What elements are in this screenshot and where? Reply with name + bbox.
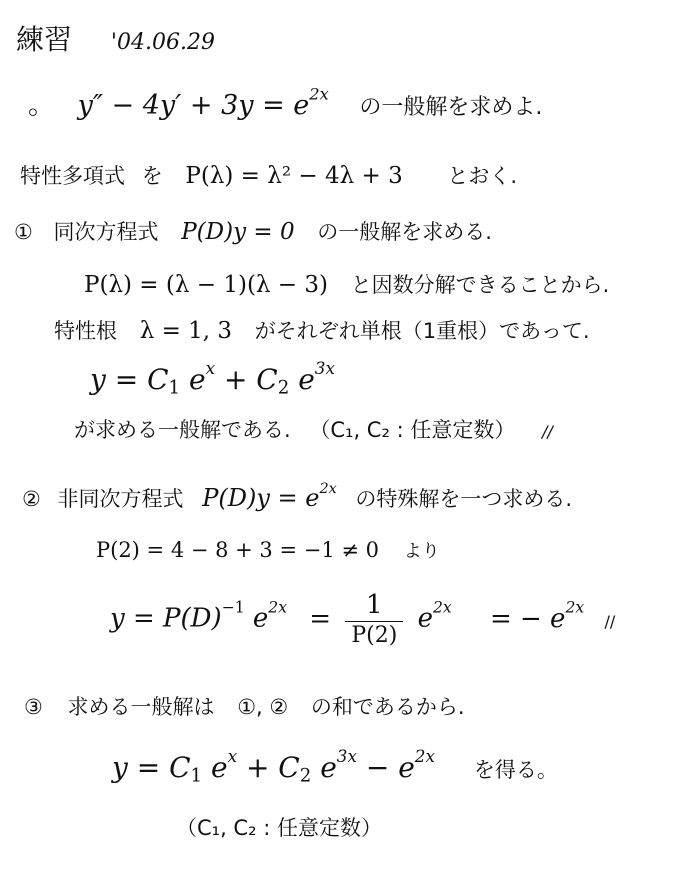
step1-heading bbox=[14, 221, 492, 244]
factor-text: と因数分解できることから. bbox=[350, 273, 610, 297]
problem-equation: $y'' - 4y' + 3y = e^{2x}$ bbox=[77, 84, 329, 121]
p2-equation: P(2) = 4 − 8 + 3 = −1 ≠ 0 bbox=[96, 538, 380, 562]
step3-final-text: を得る。 bbox=[473, 758, 558, 782]
step2-heading-equation: $P(D)y = e^{2x}$ bbox=[202, 481, 337, 512]
problem-text: の一般解を求めよ. bbox=[359, 95, 543, 120]
step1-heading-a: 同次方程式 bbox=[53, 220, 159, 244]
step1-general-solution: $y = C_1$ $e^x + C_2$ $e^{3x}$ bbox=[90, 357, 335, 399]
step2-p2-evaluation bbox=[96, 540, 440, 561]
fraction-one-over-p2: $\frac{1}{P(2)}$ bbox=[345, 592, 403, 647]
step1-heading-b: の一般解を求める. bbox=[317, 220, 492, 244]
step2-particular-solution: $y = P(D)^{-1}$ $e^{2x}$ = $\frac{1}{P(2)}$ $e^{2x}$ = − $e^{2x}$ // bbox=[110, 590, 616, 648]
p2-yori: より bbox=[403, 541, 440, 562]
step1-roots bbox=[54, 320, 590, 343]
problem-bullet: 。 bbox=[28, 90, 55, 121]
step3-heading-a: 求める一般解は bbox=[67, 695, 215, 719]
problem-statement bbox=[28, 84, 543, 121]
intro-particle: を bbox=[141, 164, 163, 188]
intro-text-b: とおく. bbox=[447, 164, 518, 188]
step1-heading-equation: P(D)y = 0 bbox=[181, 219, 295, 245]
step1-number: ① bbox=[14, 220, 33, 244]
note-date: '04.06.29 bbox=[110, 30, 215, 55]
step3-heading-refs: ①, ② bbox=[237, 695, 289, 719]
note-header bbox=[16, 23, 215, 56]
step2-heading-b: の特殊解を一つ求める. bbox=[355, 487, 573, 511]
roots-equation: λ = 1, 3 bbox=[139, 318, 233, 344]
step1-conclusion bbox=[74, 420, 553, 441]
roots-text-b: がそれぞれ単根（1重根）であって. bbox=[254, 319, 590, 343]
intro-equation: P(λ) = λ² − 4λ + 3 bbox=[185, 163, 403, 189]
factor-equation: P(λ) = (λ − 1)(λ − 3) bbox=[84, 272, 328, 298]
step3-heading bbox=[24, 697, 465, 718]
intro-text-a: 特性多項式 bbox=[20, 164, 125, 188]
roots-text-a: 特性根 bbox=[54, 319, 117, 343]
step1-factorization bbox=[84, 274, 609, 297]
step2-end-mark: // bbox=[604, 611, 616, 631]
step1-conclusion-text: が求める一般解である. bbox=[74, 418, 291, 442]
step3-heading-b: の和であるから. bbox=[310, 695, 465, 719]
step2-heading-a: 非同次方程式 bbox=[57, 487, 184, 511]
step1-constants: （C₁, C₂ : 任意定数） bbox=[309, 418, 516, 442]
note-title: 練習 bbox=[16, 23, 73, 56]
step3-constants: （C₁, C₂ : 任意定数） bbox=[176, 816, 382, 840]
step2-heading bbox=[22, 481, 573, 512]
step1-end-mark: // bbox=[542, 422, 553, 441]
step2-number: ② bbox=[22, 487, 41, 511]
step3-number: ③ bbox=[24, 695, 43, 719]
intro-line bbox=[20, 165, 517, 188]
step3-final-solution: $y = C_1$ $e^x + C_2$ $e^{3x} - e^{2x}$ を得る。 bbox=[112, 745, 558, 787]
